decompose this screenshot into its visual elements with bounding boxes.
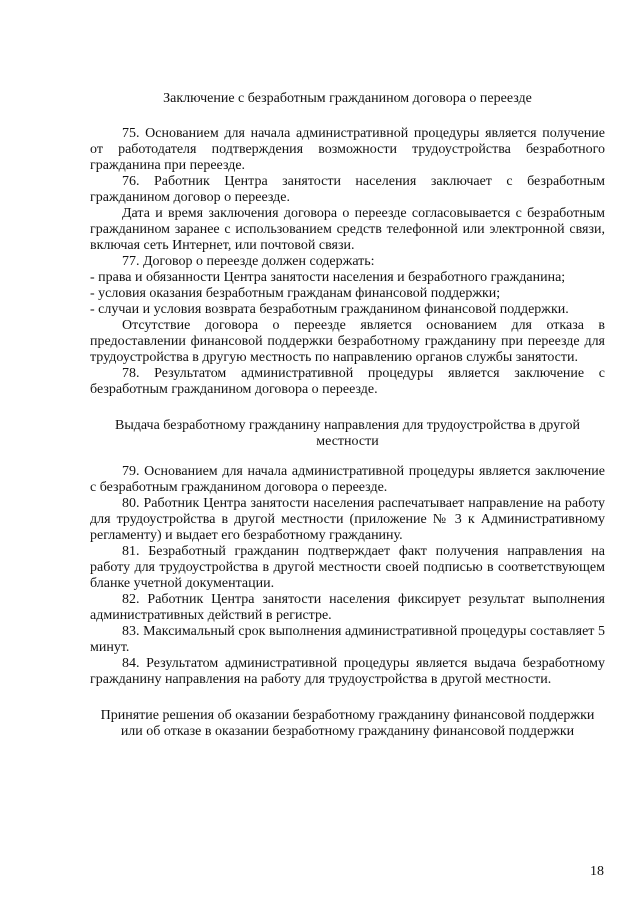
- section-heading-referral: Выдача безработному гражданину направления для трудоустройства в другой местности: [115, 418, 580, 449]
- paragraph-82: 82. Работник Центра занятости населения фиксирует результат выполнения административных действий в регистре.: [90, 592, 605, 623]
- paragraph-77: 77. Договор о переезде должен содержать:: [122, 254, 375, 269]
- section-heading-relocation-contract: Заключение с безработным гражданином договора о переезде: [163, 91, 532, 106]
- document-page: [90, 91, 605, 740]
- paragraph-81: 81. Безработный гражданин подтверждает факт получения направления на работу для трудоустройства в другой местности своей подписью в соответствующем бланке учетной документации.: [90, 544, 605, 591]
- list-item-rights: - права и обязанности Центра занятости населения и безработного гражданина;: [90, 270, 566, 285]
- paragraph-79: 79. Основанием для начала административной процедуры является заключение с безработным гражданином договора о переезде.: [90, 464, 605, 495]
- list-item-refund-cases: - случаи и условия возврата безработным гражданином финансовой поддержки.: [90, 302, 569, 317]
- paragraph-78: 78. Результатом административной процедуры является заключение с безработным гражданином договора о переезде.: [90, 366, 605, 397]
- paragraph-date-time: Дата и время заключения договора о переезде согласовывается с безработным гражданином заранее с использованием средств телефонной или электронной связи, включая сеть Интернет, или почтовой связи.: [90, 206, 605, 253]
- section-heading-financial-support-decision: Принятие решения об оказании безработному гражданину финансовой поддержки или об отказе в оказании безработному гражданину финансовой поддержки: [100, 708, 595, 739]
- paragraph-absence-of-contract: Отсутствие договора о переезде является основанием для отказа в предоставлении финансовой поддержки безработному гражданину при переезде для трудоустройства в другую местность по направлению органов службы занятости.: [90, 318, 605, 365]
- page-number: 18: [590, 864, 604, 879]
- paragraph-83: 83. Максимальный срок выполнения административной процедуры составляет 5 минут.: [90, 624, 605, 655]
- paragraph-80: 80. Работник Центра занятости населения распечатывает направление на работу для трудоустройства в другой местности (приложение № 3 к Административному регламенту) и выдает его безработному гражданину.: [90, 496, 605, 543]
- list-item-support-conditions: - условия оказания безработным гражданам финансовой поддержки;: [90, 286, 501, 301]
- paragraph-75: 75. Основанием для начала административной процедуры является получение от работодателя подтверждения возможности трудоустройства безработного гражданина при переезде.: [90, 126, 605, 173]
- paragraph-84: 84. Результатом административной процедуры является выдача безработному гражданину направления на работу для трудоустройства в другой местности.: [90, 656, 605, 687]
- paragraph-76: 76. Работник Центра занятости населения заключает с безработным гражданином договор о переезде.: [90, 174, 605, 205]
